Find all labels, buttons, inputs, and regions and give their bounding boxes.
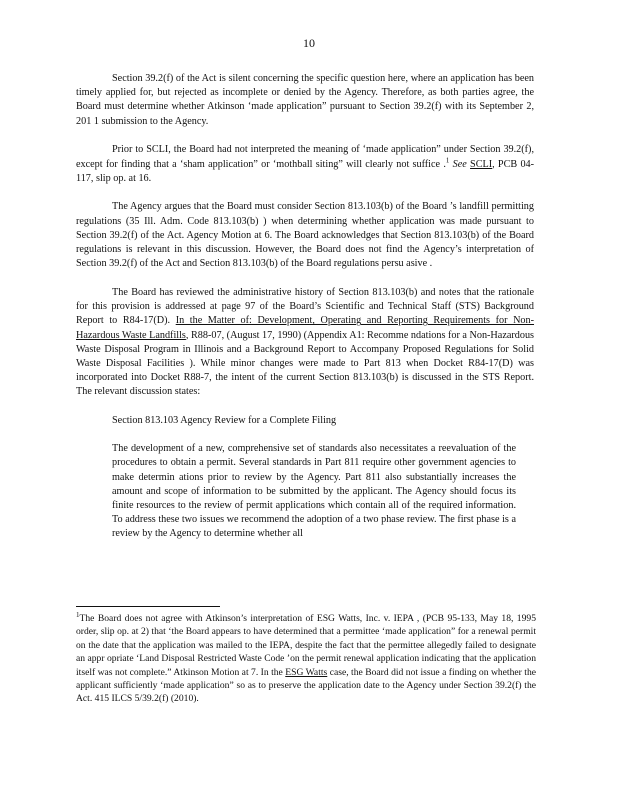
page-number: 10 [303, 36, 315, 50]
paragraph-4 [76, 286, 534, 400]
paragraph-3: The Agency argues that the Board must consider Section 813.103(b) of the Board ’s landfill permitting regulations (35 Ill. Adm. Code 813.103(b) ) when determining whether application was made pursuant to Section 39.2(f) of the Act. Agency Motion at 6. The Board acknowledges that Section 813.103(b) of the Board regulations is relevant in this discussion. However, the Board does not find the Agency’s interpretation of Section 39.2(f) of the Act and Section 813.103(b) of the Board regulations persu asive . [76, 201, 534, 270]
footnote-marker: 1 [76, 610, 80, 619]
footnote-rest: case, the Board did not issue a finding on whether the applicant sufficiently ‘made application” so as to preserve the application date to the Agency under Section 39.2(f) the Act. 415 ILCS 5/39.2(f) (2010). [76, 666, 536, 705]
case-citation-esg-watts: ESG Watts [285, 666, 328, 678]
footnote-text: The Board does not agree with Atkinson’s interpretation of ESG Watts, Inc. v. IEPA , (PCB 95-133, May 18, 1995 order, slip op. at 2) that ‘the Board appears to have determined that a permittee ‘made application” for a renewal permit on the date that the application was mailed to the IEPA, despite the fact that the permittee allegedly failed to designate an appr opriate ‘Land Disposal Restricted Waste Code ’on the permit renewal application indicating that the application itself was not complete.” Atkinson Motion at 7. In the [76, 613, 536, 678]
block-quote: The development of a new, comprehensive set of standards also necessitates a reevaluation of the procedures to obtain a permit. Several standards in Part 811 require other government agencies to make determin ations prior to review by the Agency. Part 811 also substantially increases the amount and scope of information to be submitted by the applicant. The Agency should focus its finite resources to the review of permit applications which contain all of the required information. To address these two issues we recommend the adoption of a two phase review. The first phase is a review by the Agency to determine whether all [112, 443, 516, 540]
paragraph-4-text: The Board has reviewed the administrative history of Section 813.103(b) and notes that the rationale for this provision is addressed at page 97 of the Board’s Scientific and Technical Staff (STS) Background Report to R84-17(D). [76, 286, 534, 327]
footnote-reference: 1 [445, 156, 450, 165]
paragraph-2-text: Prior to SCLI, the Board had not interpreted the meaning of ‘made application” under Section 39.2(f), except for finding that a ‘sham application” or ‘mothball siting” will clearly not suffice . [76, 144, 534, 170]
see-signal: See [452, 158, 467, 170]
paragraph-2 [76, 143, 534, 186]
footnote [76, 612, 536, 706]
footnote-divider [76, 606, 220, 607]
body-text [76, 72, 534, 542]
paragraph-4-rest: , R88-07, (August 17, 1990) (Appendix A1: Recomme ndations for a Non-Hazardous Waste Disposal Program in Illinois and a Background Report to Accompany Proposed Regulations for Solid Waste Disposal Facilities ). While minor changes were made to Part 813 when Docket R84-17(D) was incorporated into Docket R88-7, the intent of the current Section 813.103(b) is discussed in the STS Report. The relevant discussion states: [76, 329, 534, 398]
quote-heading: Section 813.103 Agency Review for a Complete Filing [112, 415, 337, 427]
case-citation-r88-07: In the Matter of: Development, Operating and Reporting Requirements for Non-Hazardous Waste Landfills [76, 315, 535, 341]
paragraph-2-citation: , PCB 04-117, slip op. at 16. [76, 158, 535, 184]
case-citation-scli: SCLI [470, 158, 493, 170]
paragraph-1: Section 39.2(f) of the Act is silent concerning the specific question here, where an application has been timely applied for, but rejected as incomplete or denied by the Agency. Therefore, as both parties agree, the Board must determine whether Atkinson ‘made application” pursuant to Section 39.2(f) with its September 2, 201 1 submission to the Agency. [76, 73, 534, 127]
